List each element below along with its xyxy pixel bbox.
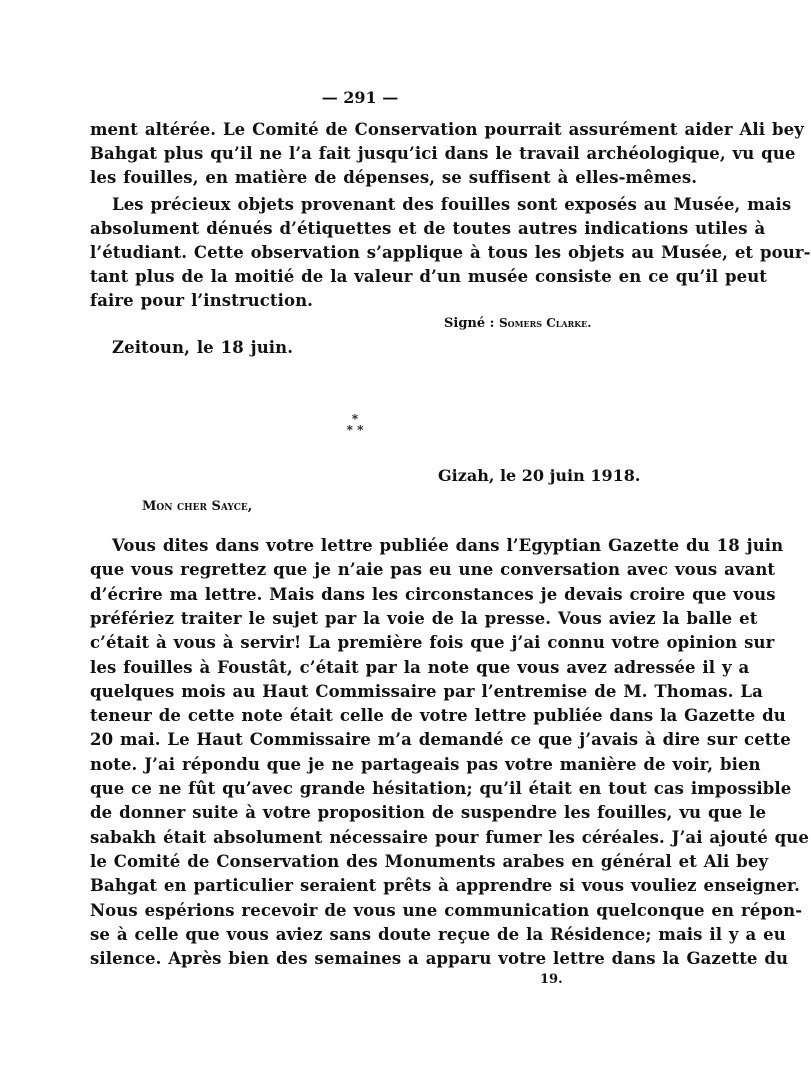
page-number: — 291 — bbox=[321, 88, 399, 107]
text-line: Nous espérions recevoir de vous une communication quelconque en répon- bbox=[90, 900, 803, 920]
letter-salutation bbox=[142, 496, 252, 514]
text-line: que vous regrettez que je n’aie pas eu une conversation avec vous avant bbox=[90, 560, 776, 580]
asterism-top: * bbox=[351, 412, 359, 426]
text-line: faire pour l’instruction. bbox=[90, 291, 314, 310]
text-line: sabakh était absolument nécessaire pour fumer les céréales. J’ai ajouté que bbox=[90, 827, 809, 847]
text-line: le Comité de Conservation des Monuments arabes en général et Ali bey bbox=[90, 851, 769, 871]
text-line: Bahgat en particulier seraient prêts à apprendre si vous vouliez enseigner. bbox=[90, 876, 800, 896]
text-line: silence. Après bien des semaines a apparu votre lettre dans la Gazette du bbox=[90, 949, 789, 969]
text-line: les fouilles, en matière de dépenses, se suffisent à elles-mêmes. bbox=[90, 168, 698, 187]
text-line: se à celle que vous aviez sans doute reçue de la Résidence; mais il y a eu bbox=[90, 924, 786, 944]
text-line: 20 mai. Le Haut Commissaire m’a demandé ce que j’avais à dire sur cette bbox=[90, 730, 791, 750]
letter-dateline: Gizah, le 20 juin 1918. bbox=[438, 466, 641, 485]
salutation-text: Mon cher Sayce, bbox=[142, 499, 253, 514]
signature-mark: 19. bbox=[540, 972, 563, 987]
text-line: absolument dénués d’étiquettes et de toutes autres indications utiles à bbox=[90, 219, 766, 238]
text-line: que ce ne fût qu’avec grande hésitation; qu’il était en tout cas impossible bbox=[90, 779, 792, 798]
asterism-separator bbox=[340, 414, 370, 436]
text-line: Bahgat plus qu’il ne l’a fait jusqu’ici dans le travail archéologique, vu que bbox=[90, 144, 796, 163]
signature-name: Somers Clarke. bbox=[499, 316, 592, 330]
text-line: de donner suite à votre proposition de suspendre les fouilles, vu que le bbox=[90, 803, 767, 823]
text-line: tant plus de la moitié de la valeur d’un musée consiste en ce qu’il peut bbox=[90, 267, 768, 286]
text-line: note. J’ai répondu que je ne partageais pas votre manière de voir, bien bbox=[90, 754, 761, 774]
text-line: les fouilles à Foustât, c’était par la note que vous avez adressée il y a bbox=[90, 657, 750, 677]
text-line: c’était à vous à servir! La première fois que j’ai connu votre opinion sur bbox=[90, 633, 775, 653]
text-line: ment altérée. Le Comité de Conservation pourrait assurément aider Ali bey bbox=[90, 120, 804, 139]
text-line: l’étudiant. Cette observation s’applique à tous les objets au Musée, et pour- bbox=[90, 243, 811, 262]
place-date: Zeitoun, le 18 juin. bbox=[112, 338, 294, 357]
signature-prefix: Signé : bbox=[444, 316, 499, 331]
text-line: Les précieux objets provenant des fouilles sont exposés au Musée, mais bbox=[112, 195, 792, 214]
text-line: d’écrire ma lettre. Mais dans les circonstances je devais croire que vous bbox=[90, 584, 776, 604]
text-line: quelques mois au Haut Commissaire par l’entremise de M. Thomas. La bbox=[90, 681, 763, 701]
signature bbox=[444, 316, 591, 331]
asterism-bottom: * * bbox=[346, 423, 364, 437]
text-line: Vous dites dans votre lettre publiée dans l’Egyptian Gazette du 18 juin bbox=[112, 536, 784, 555]
text-line: préfériez traiter le sujet par la voie de la presse. Vous aviez la balle et bbox=[90, 608, 758, 628]
text-line: teneur de cette note était celle de votre lettre publiée dans la Gazette du bbox=[90, 706, 786, 726]
